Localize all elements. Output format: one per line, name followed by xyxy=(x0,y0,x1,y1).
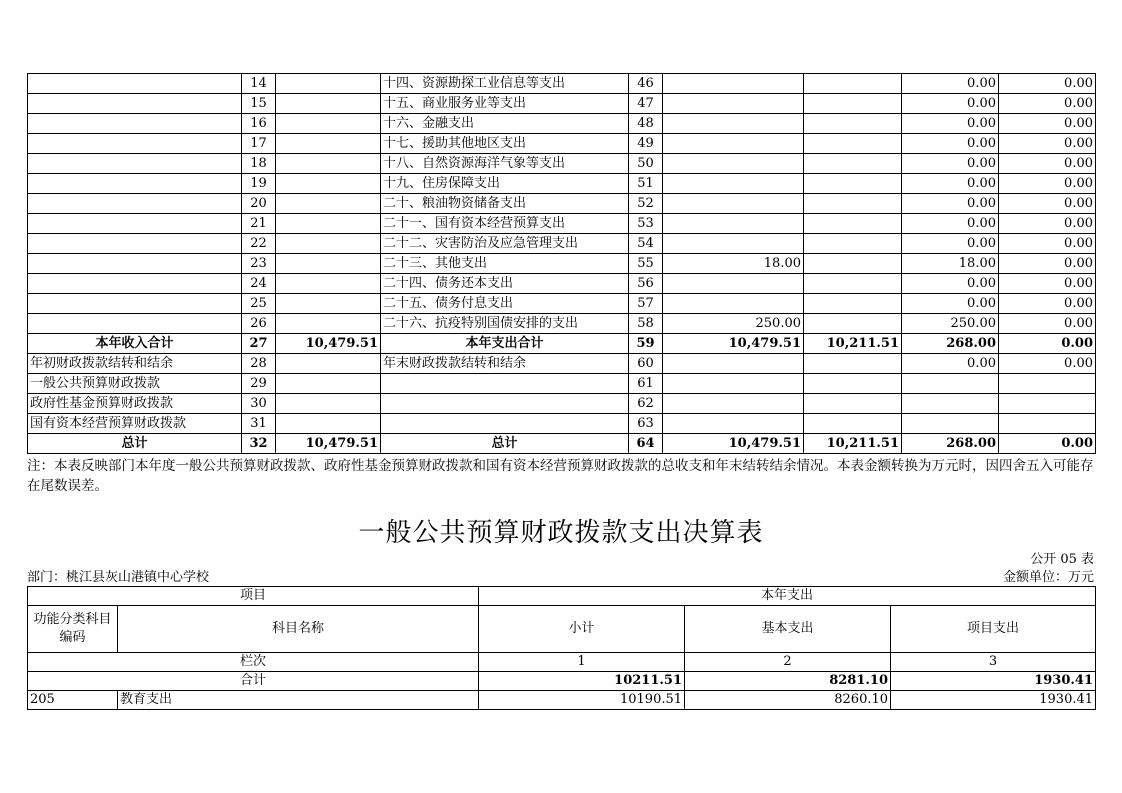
table-cell-c xyxy=(276,294,381,314)
table-cell-f xyxy=(663,154,804,174)
table-cell-d: 二十一、国有资本经营预算支出 xyxy=(381,214,629,234)
table-cell-g xyxy=(804,294,902,314)
table-cell-b: 16 xyxy=(242,114,276,134)
table-cell-d: 本年支出合计 xyxy=(381,334,629,354)
header-project: 项目 xyxy=(28,587,479,606)
table-row xyxy=(28,274,1096,294)
table-cell-i xyxy=(999,414,1096,434)
table-cell-a xyxy=(28,194,242,214)
table-cell-a xyxy=(28,134,242,154)
total-subtotal: 10211.51 xyxy=(479,672,685,691)
table-cell-f xyxy=(663,174,804,194)
table-cell-e: 54 xyxy=(629,234,663,254)
unit-label: 金额单位：万元 xyxy=(1002,570,1094,585)
total-project: 1930.41 xyxy=(891,672,1096,691)
table-cell-a xyxy=(28,94,242,114)
table-cell-b: 17 xyxy=(242,134,276,154)
table-cell-g: 10,211.51 xyxy=(804,434,902,454)
total-basic: 8281.10 xyxy=(685,672,891,691)
table-cell-f xyxy=(663,94,804,114)
table-cell-e: 64 xyxy=(629,434,663,454)
table-cell-b: 29 xyxy=(242,374,276,394)
table-cell-c xyxy=(276,154,381,174)
table-cell-d: 二十六、抗疫特别国债安排的支出 xyxy=(381,314,629,334)
table-cell-g xyxy=(804,174,902,194)
table-cell-f: 10,479.51 xyxy=(663,334,804,354)
table-cell-c xyxy=(276,74,381,94)
table-cell-f xyxy=(663,294,804,314)
table-cell-c xyxy=(276,174,381,194)
table-cell-b: 25 xyxy=(242,294,276,314)
table-cell-g: 10,211.51 xyxy=(804,334,902,354)
table-cell-i: 0.00 xyxy=(999,334,1096,354)
table-cell-f xyxy=(663,74,804,94)
row-name: 教育支出 xyxy=(118,691,479,710)
table-cell-e: 60 xyxy=(629,354,663,374)
table-cell-i: 0.00 xyxy=(999,174,1096,194)
table-cell-b: 14 xyxy=(242,74,276,94)
table-cell-i: 0.00 xyxy=(999,134,1096,154)
table-row xyxy=(28,154,1096,174)
table-cell-b: 23 xyxy=(242,254,276,274)
table-cell-c xyxy=(276,134,381,154)
table-cell-a: 年初财政拨款结转和结余 xyxy=(28,354,242,374)
table-cell-g xyxy=(804,214,902,234)
table-row xyxy=(28,174,1096,194)
table-cell-h: 0.00 xyxy=(902,274,999,294)
table-cell-f xyxy=(663,394,804,414)
table-row xyxy=(28,414,1096,434)
table-cell-a xyxy=(28,314,242,334)
table-cell-b: 32 xyxy=(242,434,276,454)
table-cell-a xyxy=(28,154,242,174)
table-cell-h: 0.00 xyxy=(902,194,999,214)
table-cell-d xyxy=(381,394,629,414)
table-cell-h: 0.00 xyxy=(902,134,999,154)
table-cell-b: 26 xyxy=(242,314,276,334)
table-cell-e: 59 xyxy=(629,334,663,354)
table-cell-f: 10,479.51 xyxy=(663,434,804,454)
table-row xyxy=(28,354,1096,374)
table-cell-i: 0.00 xyxy=(999,114,1096,134)
table-cell-f xyxy=(663,414,804,434)
header-code: 功能分类科目编码 xyxy=(28,606,118,653)
table-row xyxy=(28,254,1096,274)
row-subtotal: 10190.51 xyxy=(479,691,685,710)
table-cell-i: 0.00 xyxy=(999,214,1096,234)
table-cell-d: 十五、商业服务业等支出 xyxy=(381,94,629,114)
table-cell-d: 十七、援助其他地区支出 xyxy=(381,134,629,154)
table-cell-e: 48 xyxy=(629,114,663,134)
table-row xyxy=(28,214,1096,234)
table-row xyxy=(28,74,1096,94)
table-note: 注：本表反映部门本年度一般公共预算财政拨款、政府性基金预算财政拨款和国有资本经营预算财政拨款的总收支和年末结转结余情况。本表金额转换为万元时，因四舍五入可能存在尾数误差。 xyxy=(27,458,1094,494)
table-cell-g xyxy=(804,74,902,94)
table-cell-h: 0.00 xyxy=(902,234,999,254)
table-cell-c: 10,479.51 xyxy=(276,434,381,454)
table-cell-a: 一般公共预算财政拨款 xyxy=(28,374,242,394)
table-cell-h: 0.00 xyxy=(902,294,999,314)
table-cell-e: 57 xyxy=(629,294,663,314)
table-cell-c xyxy=(276,314,381,334)
table-cell-h: 0.00 xyxy=(902,154,999,174)
table-body xyxy=(28,74,1096,454)
table-cell-h: 18.00 xyxy=(902,254,999,274)
table-cell-f xyxy=(663,274,804,294)
table-cell-f xyxy=(663,194,804,214)
table-cell-g xyxy=(804,254,902,274)
table-cell-h: 268.00 xyxy=(902,334,999,354)
income-expenditure-table xyxy=(27,73,1096,454)
table-cell-a: 政府性基金预算财政拨款 xyxy=(28,394,242,414)
table-cell-e: 63 xyxy=(629,414,663,434)
table-cell-i xyxy=(999,394,1096,414)
table-cell-g xyxy=(804,354,902,374)
table-cell-f xyxy=(663,374,804,394)
table-cell-e: 55 xyxy=(629,254,663,274)
table-cell-e: 49 xyxy=(629,134,663,154)
column-index-2: 2 xyxy=(685,653,891,672)
table-cell-h: 0.00 xyxy=(902,354,999,374)
table-cell-d xyxy=(381,374,629,394)
table-cell-a xyxy=(28,294,242,314)
table-cell-e: 62 xyxy=(629,394,663,414)
table-cell-d: 二十四、债务还本支出 xyxy=(381,274,629,294)
table-cell-c xyxy=(276,234,381,254)
row-basic: 8260.10 xyxy=(685,691,891,710)
table-cell-b: 28 xyxy=(242,354,276,374)
table-cell-c xyxy=(276,374,381,394)
table-cell-d: 二十、粮油物资储备支出 xyxy=(381,194,629,214)
table-cell-a: 本年收入合计 xyxy=(28,334,242,354)
table-cell-g xyxy=(804,114,902,134)
table-cell-e: 53 xyxy=(629,214,663,234)
table-cell-h: 0.00 xyxy=(902,114,999,134)
table-cell-i: 0.00 xyxy=(999,74,1096,94)
table-cell-d: 二十五、债务付息支出 xyxy=(381,294,629,314)
table-cell-g xyxy=(804,134,902,154)
table-cell-g xyxy=(804,374,902,394)
table-cell-d: 十九、住房保障支出 xyxy=(381,174,629,194)
column-index-1: 1 xyxy=(479,653,685,672)
table-cell-a xyxy=(28,114,242,134)
table-cell-b: 30 xyxy=(242,394,276,414)
table-cell-e: 58 xyxy=(629,314,663,334)
table-cell-b: 31 xyxy=(242,414,276,434)
table-cell-b: 27 xyxy=(242,334,276,354)
table-row xyxy=(28,94,1096,114)
table-cell-i: 0.00 xyxy=(999,294,1096,314)
table-row xyxy=(28,334,1096,354)
header-project-exp: 项目支出 xyxy=(891,606,1096,653)
table-cell-i: 0.00 xyxy=(999,254,1096,274)
table-row xyxy=(28,434,1096,454)
table-cell-f xyxy=(663,214,804,234)
table-cell-i: 0.00 xyxy=(999,274,1096,294)
table-cell-h: 0.00 xyxy=(902,174,999,194)
table-cell-g xyxy=(804,274,902,294)
table-row xyxy=(28,234,1096,254)
column-index-3: 3 xyxy=(891,653,1096,672)
table-cell-e: 50 xyxy=(629,154,663,174)
table-cell-f xyxy=(663,354,804,374)
row-project: 1930.41 xyxy=(891,691,1096,710)
table-cell-a xyxy=(28,254,242,274)
table-cell-d: 十八、自然资源海洋气象等支出 xyxy=(381,154,629,174)
table-cell-f: 250.00 xyxy=(663,314,804,334)
table-cell-d: 二十二、灾害防治及应急管理支出 xyxy=(381,234,629,254)
table-cell-c xyxy=(276,274,381,294)
table-row xyxy=(28,194,1096,214)
table-cell-e: 51 xyxy=(629,174,663,194)
table-cell-c xyxy=(276,214,381,234)
table-cell-d: 十四、资源勘探工业信息等支出 xyxy=(381,74,629,94)
header-subtotal: 小计 xyxy=(479,606,685,653)
table-cell-f xyxy=(663,234,804,254)
table-cell-b: 21 xyxy=(242,214,276,234)
table-cell-g xyxy=(804,234,902,254)
header-basic: 基本支出 xyxy=(685,606,891,653)
table-cell-c xyxy=(276,394,381,414)
column-index-label: 栏次 xyxy=(28,653,479,672)
table-cell-g xyxy=(804,94,902,114)
table-cell-i: 0.00 xyxy=(999,354,1096,374)
table-row xyxy=(28,114,1096,134)
table-cell-b: 20 xyxy=(242,194,276,214)
table-cell-i: 0.00 xyxy=(999,314,1096,334)
table-cell-g xyxy=(804,314,902,334)
header-current-year: 本年支出 xyxy=(479,587,1096,606)
table-cell-c xyxy=(276,254,381,274)
table-cell-d: 二十三、其他支出 xyxy=(381,254,629,274)
table-cell-h xyxy=(902,374,999,394)
table-cell-c xyxy=(276,194,381,214)
table-cell-a xyxy=(28,74,242,94)
table-cell-h xyxy=(902,394,999,414)
table-cell-a xyxy=(28,214,242,234)
table-cell-b: 15 xyxy=(242,94,276,114)
department-label: 部门：桃江县灰山港镇中心学校 xyxy=(27,570,210,585)
table-cell-a xyxy=(28,234,242,254)
table-cell-d: 年末财政拨款结转和结余 xyxy=(381,354,629,374)
table-cell-h: 0.00 xyxy=(902,94,999,114)
table-cell-f xyxy=(663,134,804,154)
table-cell-f: 18.00 xyxy=(663,254,804,274)
table-row xyxy=(28,294,1096,314)
row-code: 205 xyxy=(28,691,118,710)
table-cell-h xyxy=(902,414,999,434)
table-cell-e: 61 xyxy=(629,374,663,394)
table-cell-d: 十六、金融支出 xyxy=(381,114,629,134)
table-cell-c xyxy=(276,94,381,114)
table-cell-h: 0.00 xyxy=(902,74,999,94)
table-row xyxy=(28,134,1096,154)
table-cell-i xyxy=(999,374,1096,394)
table-cell-e: 56 xyxy=(629,274,663,294)
table-cell-g xyxy=(804,414,902,434)
table-cell-c xyxy=(276,354,381,374)
table-cell-b: 24 xyxy=(242,274,276,294)
table-cell-d xyxy=(381,414,629,434)
table-cell-d: 总计 xyxy=(381,434,629,454)
table-cell-g xyxy=(804,154,902,174)
table-cell-g xyxy=(804,394,902,414)
expenditure-table xyxy=(27,586,1096,710)
table-cell-i: 0.00 xyxy=(999,154,1096,174)
table-cell-i: 0.00 xyxy=(999,194,1096,214)
page-title: 一般公共预算财政拨款支出决算表 xyxy=(358,518,764,548)
table-cell-e: 46 xyxy=(629,74,663,94)
table-cell-i: 0.00 xyxy=(999,234,1096,254)
table-cell-h: 0.00 xyxy=(902,214,999,234)
table-cell-a xyxy=(28,274,242,294)
table-cell-a xyxy=(28,174,242,194)
table-row xyxy=(28,314,1096,334)
table-cell-a: 总计 xyxy=(28,434,242,454)
total-label: 合计 xyxy=(28,672,479,691)
table-cell-b: 22 xyxy=(242,234,276,254)
table-cell-e: 47 xyxy=(629,94,663,114)
table-cell-h: 250.00 xyxy=(902,314,999,334)
table-cell-a: 国有资本经营预算财政拨款 xyxy=(28,414,242,434)
form-code: 公开 05 表 xyxy=(1030,552,1094,567)
table-cell-c: 10,479.51 xyxy=(276,334,381,354)
header-name: 科目名称 xyxy=(118,606,479,653)
table-cell-b: 19 xyxy=(242,174,276,194)
table-row xyxy=(28,374,1096,394)
table-cell-b: 18 xyxy=(242,154,276,174)
table-cell-c xyxy=(276,414,381,434)
table-row xyxy=(28,394,1096,414)
table-cell-i: 0.00 xyxy=(999,434,1096,454)
table-cell-h: 268.00 xyxy=(902,434,999,454)
table-cell-g xyxy=(804,194,902,214)
table-cell-i: 0.00 xyxy=(999,94,1096,114)
table-cell-f xyxy=(663,114,804,134)
table-cell-c xyxy=(276,114,381,134)
table-cell-e: 52 xyxy=(629,194,663,214)
